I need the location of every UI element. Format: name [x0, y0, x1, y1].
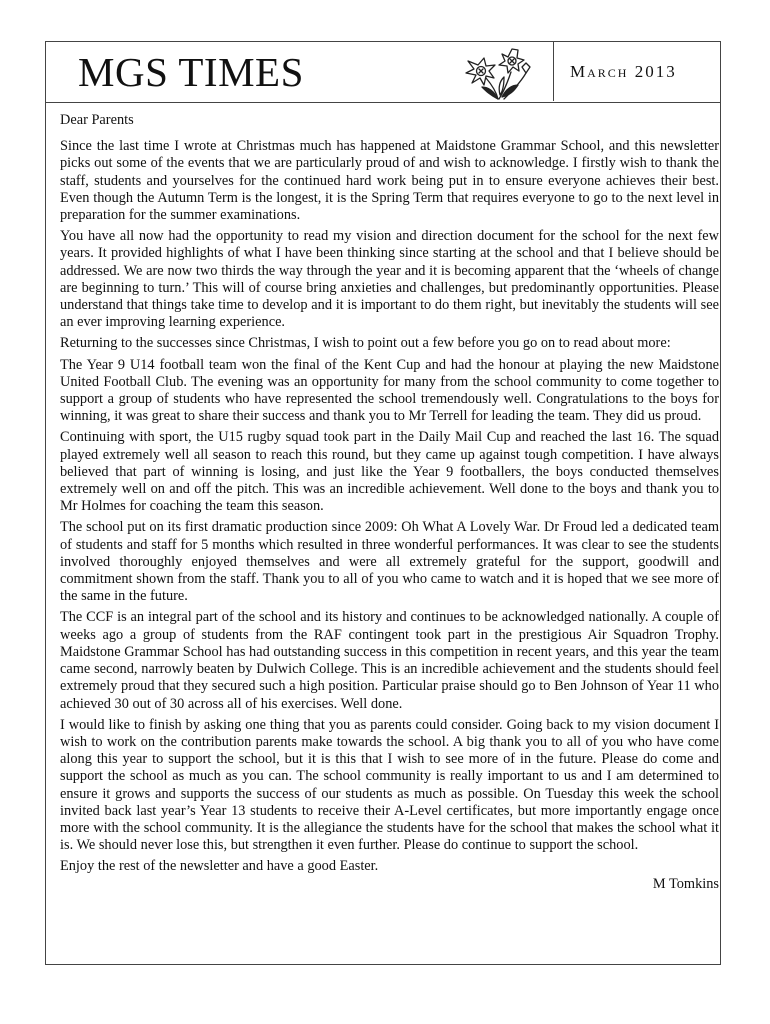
issue-date: March 2013	[570, 62, 677, 81]
paragraph-2: You have all now had the opportunity to read my vision and direction document for the school for the next few years. It provided highlights of what I have been thinking since starting at the school and that I believe should be addressed. We are now two thirds the way through the year and it is becoming apparent that the ‘wheels of change are beginning to turn.’ This will of course bring anxieties and challenges, but predominantly opportunities. Please understand that things take time to develop and it is important to do them right, but inevitably the students will see an ever improving learning experience.	[60, 228, 719, 331]
paragraph-8: I would like to finish by asking one thing that you as parents could consider. Going back to my vision document I wish to work on the contribution parents make towards the school. A big thank you to all of you who have come along this year to support the school, but it is this that I wish to see more of in the future. Please do come and support the school as much as you can. The school community is really important to us and I am determined to ensure it grows and supports the success of our students as much as possible. On Tuesday this week the school invited back last year’s Year 13 students to receive their A-Level certificates, but more importantly engage once more with the school community. It is the allegiance the students have for the school that makes the school what it is. We should never lose this, but strengthen it even further. Please do continue to support the school.	[60, 716, 719, 854]
salutation: Dear Parents	[60, 112, 134, 128]
date-box	[553, 42, 721, 101]
paragraph-4: The Year 9 U14 football team won the final of the Kent Cup and had the honour at playing the new Maidstone United Football Club. The evening was an opportunity for many from the school community to come together to support a group of students who have represented the school tremendously well. Congratulations to the boys for winning, it was great to share their success and thank you to Mr Terrell for leading the team. They did us proud.	[60, 356, 719, 425]
paragraph-6: The school put on its first dramatic production since 2009: Oh What A Lovely War. Dr Froud led a dedicated team of students and staff for 5 months which resulted in three wonderful performances. It was clear to see the students involved thoroughly enjoyed themselves and were all extremely grateful for the support, goodwill and commitment shown from the staff. Thank you to all of you who came to watch and it is hoped that we see more of the same in the future.	[60, 519, 719, 605]
newsletter-title: MGS TIMES	[78, 49, 304, 95]
paragraph-1: Since the last time I wrote at Christmas much has happened at Maidstone Grammar School, and this newsletter picks out some of the events that we are particularly proud of and wish to acknowledge. I firstly wish to thank the staff, students and yourselves for the continued hard work being put in to ensure everyone achieves their best. Even though the Autumn Term is the longest, it is the Spring Term that requires everyone to go to the next level in preparation for the summer examinations.	[60, 138, 719, 224]
paragraph-3: Returning to the successes since Christmas, I wish to point out a few before you go on to read about more:	[60, 335, 671, 352]
paragraph-7: The CCF is an integral part of the school and its history and continues to be acknowledged nationally. A couple of weeks ago a group of students from the RAF contingent took part in the prestigious Air Squadron Trophy. Maidstone Grammar School has had outstanding success in this competition in recent years, and this year the team came second, narrowly beaten by Dulwich College. This is an incredible achievement and the students should feel extremely proud that they secured such a high position. Particular praise should go to Ben Johnson of Year 11 who achieved 30 out of 30 across all of his exercises. Well done.	[60, 609, 719, 712]
signature: M Tomkins	[652, 875, 719, 892]
newsletter-frame	[45, 41, 721, 965]
masthead	[46, 42, 720, 103]
paragraph-5: Continuing with sport, the U15 rugby squad took part in the Daily Mail Cup and reached the last 16. The squad played extremely well all season to reach this round, but they came up against tough competition. I have always believed that part of winning is losing, and just like the Year 9 footballers, the boys conducted themselves extremely well on and off the pitch. This was an incredible achievement. Well done to the boys and thank you to Mr Holmes for coaching the team this season.	[60, 429, 719, 515]
letter-body	[60, 112, 719, 893]
paragraph-9: Enjoy the rest of the newsletter and have a good Easter.	[60, 858, 379, 875]
daffodil-flower-icon	[464, 45, 538, 101]
